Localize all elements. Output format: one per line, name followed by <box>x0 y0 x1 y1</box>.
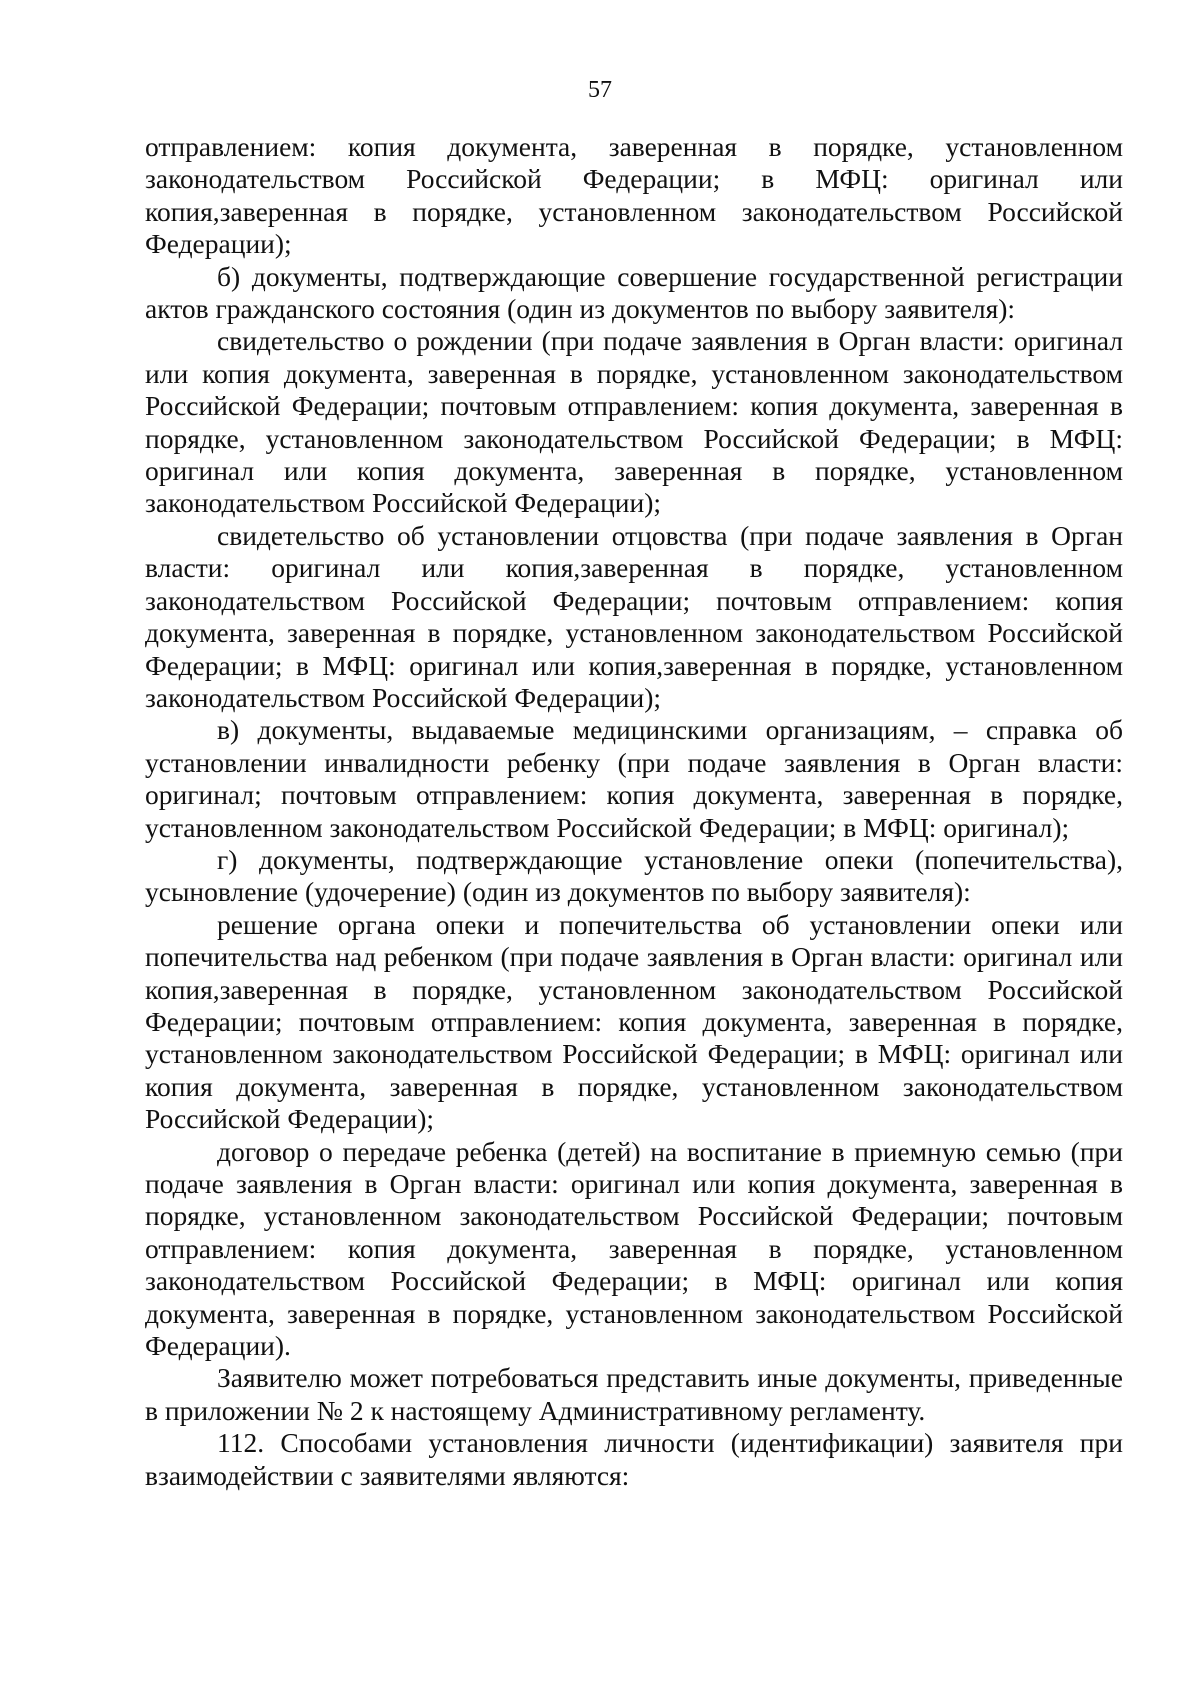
paragraph-birth-certificate: свидетельство о рождении (при подаче заявления в Орган власти: оригинал или копия документа, заверенная в порядке, установленном законодательством Российской Федерации; почтовым отправлением: копия документа, заверенная в порядке, установленном законодательством Российской Федерации; в МФЦ: оригинал или копия документа, заверенная в порядке, установленном законодательством Российской Федерации); <box>145 325 1123 519</box>
paragraph-continuation: отправлением: копия документа, заверенная в порядке, установленном законодательством Российской Федерации; в МФЦ: оригинал или копия,заверенная в порядке, установленном законодательством Российской Федерации); <box>145 131 1123 260</box>
paragraph-guardianship-decision: решение органа опеки и попечительства об установлении опеки или попечительства над ребенком (при подаче заявления в Орган власти: оригинал или копия,заверенная в порядке, установленном законодательством Российской Федерации; почтовым отправлением: копия документа, заверенная в порядке, установленном законодательством Российской Федерации; в МФЦ: оригинал или копия документа, заверенная в порядке, установленном законодательством Российской Федерации); <box>145 908 1123 1135</box>
paragraph-item-v: в) документы, выдаваемые медицинскими организациям, – справка об установлении инвалидности ребенку (при подаче заявления в Орган власти: оригинал; почтовым отправлением: копия документа, заверенная в порядке, установленном законодательством Российской Федерации; в МФЦ: оригинал); <box>145 714 1123 843</box>
paragraph-foster-agreement: договор о передаче ребенка (детей) на воспитание в приемную семью (при подаче заявления в Орган власти: оригинал или копия документа, заверенная в порядке, установленном законодательством Российской Федерации; почтовым отправлением: копия документа, заверенная в порядке, установленном законодательством Российской Федерации; в МФЦ: оригинал или копия документа, заверенная в порядке, установленном законодательством Российской Федерации). <box>145 1135 1123 1362</box>
paragraph-other-documents: Заявителю может потребоваться представить иные документы, приведенные в приложении № 2 к настоящему Административному регламенту. <box>145 1362 1123 1426</box>
paragraph-item-g: г) документы, подтверждающие установление опеки (попечительства), усыновление (удочерение) (один из документов по выбору заявителя): <box>145 843 1123 908</box>
page-number: 57 <box>588 77 612 103</box>
paragraph-paternity-certificate: свидетельство об установлении отцовства (при подаче заявления в Орган власти: оригинал или копия,заверенная в порядке, установленном законодательством Российской Федерации; почтовым отправлением: копия документа, заверенная в порядке, установленном законодательством Российской Федерации; в МФЦ: оригинал или копия,заверенная в порядке, установленном законодательством Российской Федерации); <box>145 519 1123 713</box>
paragraph-112: 112. Способами установления личности (идентификации) заявителя при взаимодействии с заявителями являются: <box>145 1427 1123 1491</box>
document-body <box>145 131 1123 1492</box>
paragraph-item-b: б) документы, подтверждающие совершение государственной регистрации актов гражданского состояния (один из документов по выбору заявителя): <box>145 260 1123 325</box>
